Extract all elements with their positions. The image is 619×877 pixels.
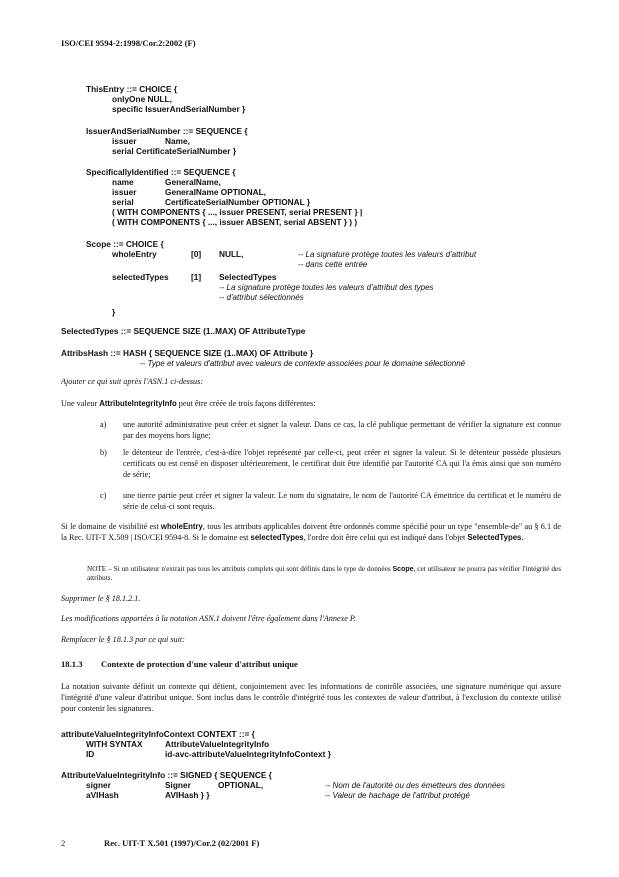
code-field-name: issuer [112,187,137,197]
code-field-type: GeneralName OPTIONAL, [165,187,266,197]
code-field-type: id-avc-attributeValueIntegrityInfoContext } [165,749,331,759]
inline-code: wholeEntry [160,522,203,531]
inline-code: Scope [392,566,414,573]
code-field-type: CertificateSerialNumber OPTIONAL } [165,197,311,207]
inline-code: AttributeIntegrityInfo [99,399,177,408]
editorial-instruction: Les modifications apportées à la notation ASN.1 doivent l'être également dans l'Annexe P. [61,614,356,623]
code-line: AttribsHash ::= HASH { SEQUENCE SIZE (1..MAX) OF Attribute } [61,348,314,358]
page-number: 2 [61,838,66,848]
text-run: , l'ordre doit être celui qui est indiqué dans l'objet [303,532,468,542]
code-comment: -- La signature protège toutes les valeurs d'attribut des types [219,283,434,292]
code-line: IssuerAndSerialNumber ::= SEQUENCE { [86,126,248,136]
code-field-name: serial [112,197,134,207]
editorial-instruction: Supprimer le § 18.1.2.1. [61,594,141,603]
code-field-type: AttributeValueIntegrityInfo [165,739,270,749]
list-label: b) [100,448,107,457]
editorial-instruction: Remplacer le § 18.1.3 par ce qui suit: [61,635,185,644]
code-field-type: Name, [165,136,190,146]
code-line: ( WITH COMPONENTS { ..., issuer ABSENT, serial ABSENT } ) ) [112,217,358,227]
list-label: c) [100,491,107,500]
section-title: Contexte de protection d'une valeur d'attribut unique [101,659,298,669]
code-field-type: GeneralName, [165,177,221,187]
code-field-name: signer [86,780,111,790]
code-field-name: wholeEntry [112,249,157,259]
code-line: serial CertificateSerialNumber } [112,146,237,156]
code-field-name: name [112,177,134,187]
note [87,565,561,583]
text-run: Si le domaine de visibilité est [61,522,161,531]
paragraph [61,399,561,410]
code-field-name: aVIHash [86,790,119,800]
list-item: une autorité administrative peut créer et signer la valeur. Dans ce cas, la clé publique permettant de vérifier la signature est connue par des moyens hors ligne; [123,420,561,440]
asn1-selected-types: SelectedTypes ::= SEQUENCE SIZE (1..MAX) OF AttributeType [61,326,306,336]
paragraph: La notation suivante définit un contexte qui détient, conjointement avec les informations de contrôle associées, une signature numérique qui assure l'intégrité d'une valeur d'attribut unique. Sont inclus dans le contrôle d'intégrité tous les contextes de valeur d'attribut, à l'exclusion du contexte utilisé pour contenir les signatures. [61,682,561,713]
code-comment: -- La signature protège toutes les valeurs d'attribut [298,250,477,259]
code-field-type: NULL, [219,249,244,259]
code-field-modifier: OPTIONAL, [218,780,264,790]
code-comment: -- Type et valeurs d'attribut avec valeurs de contexte associées pour le domaine sélectionné [140,359,466,368]
page-header: ISO/CEI 9594-2:1998/Cor.2:2002 (F) [61,38,196,48]
code-line: specific IssuerAndSerialNumber } [112,104,246,114]
code-line: SpecificallyIdentified ::= SEQUENCE { [86,167,236,177]
text-run: peut être créée de trois façons différentes: [176,399,316,408]
code-tag: [1] [191,272,202,282]
code-field-name: selectedTypes [112,272,169,282]
code-line: } [112,307,116,317]
code-line: ThisEntry ::= CHOICE { [86,84,178,94]
code-tag: [0] [191,249,202,259]
text-run: . [521,532,524,542]
section-heading [61,659,298,669]
code-field-type: Signer [165,780,191,790]
list-item: le détenteur de l'entrée, c'est-à-dire l'objet représenté par celle-ci, peut créer et signer la valeur. Si le détenteur possède plusieurs certificats ou est censé en disposer ultérieurement, le certificat doit être identifié par l'autorité CA qui l'a émis ainsi que son numéro de série; [123,448,561,479]
text-run: Une valeur [61,399,100,408]
code-line: ( WITH COMPONENTS { ..., issuer PRESENT, serial PRESENT } | [112,207,363,217]
code-field-name: issuer [112,136,137,146]
code-field-name: ID [86,749,95,759]
code-field-type: AVIHash } } [165,790,210,800]
code-line: AttributeValueIntegrityInfo ::= SIGNED { SEQUENCE { [61,770,272,780]
inline-code: selectedTypes [250,532,304,542]
code-line: attributeValueIntegrityInfoContext CONTEXT ::= { [61,729,255,739]
footer-reference: Rec. UIT-T X.501 (1997)/Cor.2 (02/2001 F) [104,838,260,848]
list-label: a) [100,420,107,429]
code-line: onlyOne NULL, [112,94,172,104]
code-field-name: WITH SYNTAX [86,739,143,749]
paragraph [61,522,561,544]
text-run: , cet utilisateur ne pourra pas vérifier l'intégrité des attributs. [87,565,562,582]
code-comment: -- Valeur de hachage de l'attribut protégé [325,791,470,800]
list-item: une tierce partie peut créer et signer la valeur. Le nom du signataire, le nom de l'autorité CA émettrice du certificat et le numéro de série de celui-ci sont requis. [123,491,561,511]
section-number: 18.1.3 [61,659,83,669]
inline-code: SelectedTypes [467,532,522,542]
code-line: Scope ::= CHOICE { [86,239,164,249]
code-field-type: SelectedTypes [219,272,277,282]
code-comment: -- d'attribut sélectionnés [219,293,304,302]
text-run: , tous les attributs applicables doivent être ordonnés comme spécifié pour un type "ensemble-de" au § 6.1 de la Rec. UIT-T X.509 | ISO/CEI 9594-8. Si le domaine est [61,522,562,542]
text-run: NOTE – Si un utilisateur n'extrait pas tous les attributs complets qui sont définis dans le type de données [87,565,393,573]
editorial-instruction: Ajouter ce qui suit après l'ASN.1 ci-dessus: [61,377,204,386]
code-comment: -- dans cette entrée [298,260,368,269]
code-comment: -- Nom de l'autorité ou des émetteurs des données [325,781,505,790]
